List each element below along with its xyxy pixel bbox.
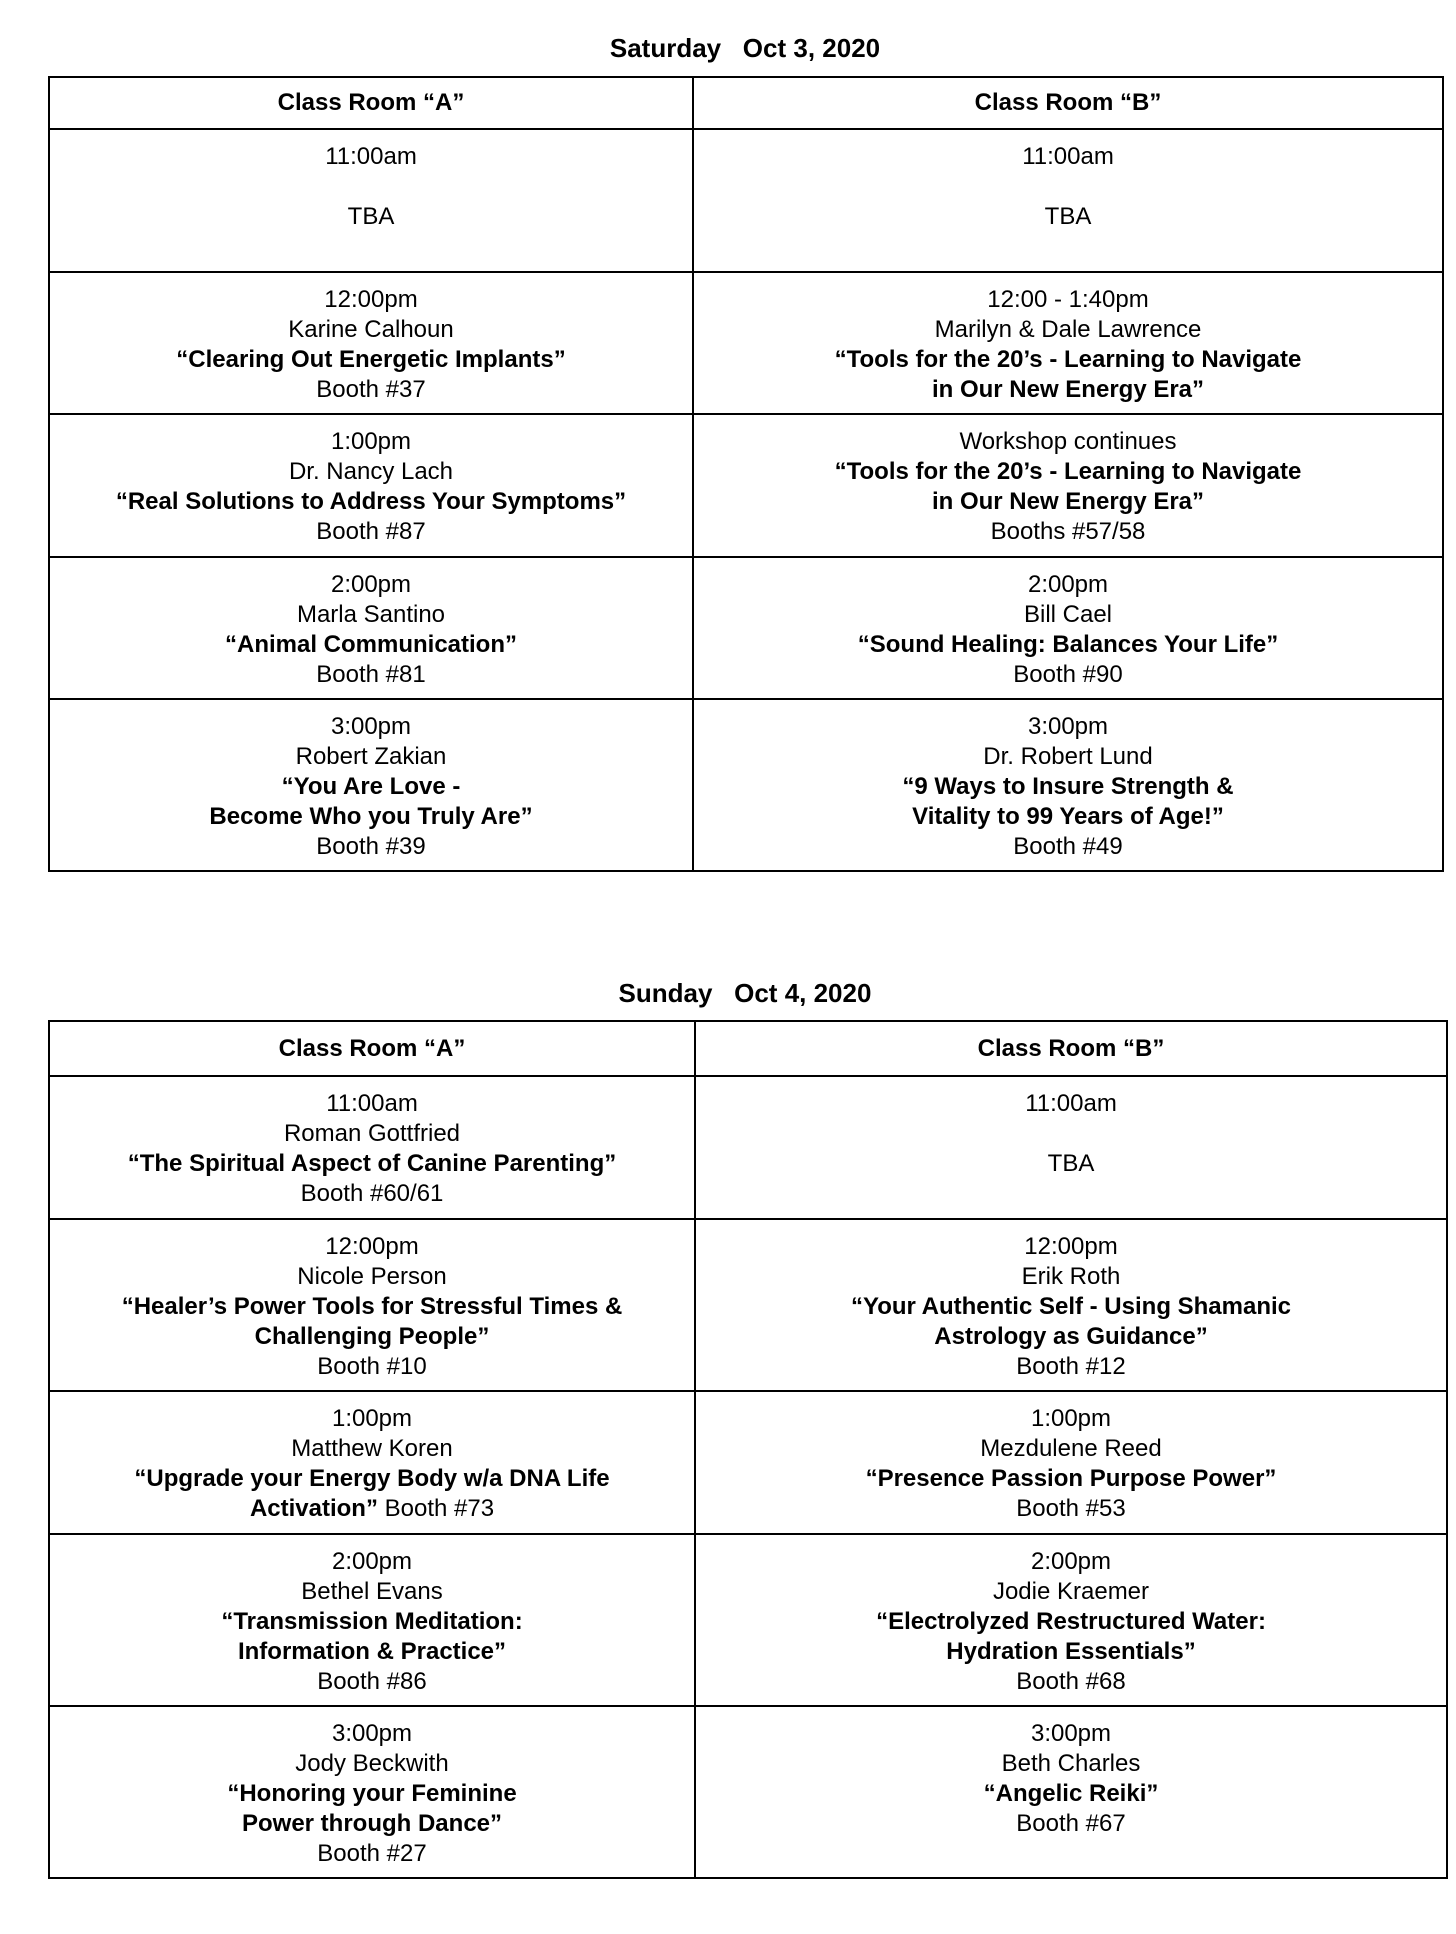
session-title-line-2: Activation” xyxy=(249,1495,378,1522)
session-cell xyxy=(49,557,693,699)
session-title: “Angelic Reiki” xyxy=(983,1780,1159,1807)
session-title: “9 Ways to Insure Strength & xyxy=(902,773,1234,800)
session-booth: Booths #57/58 xyxy=(990,518,1146,545)
session-time: 1:00pm xyxy=(330,428,412,455)
session-cell xyxy=(693,272,1443,414)
session-cell xyxy=(49,1706,695,1878)
header-room-b: Class Room “B” xyxy=(695,1021,1447,1076)
sunday-schedule-table xyxy=(48,1020,1448,1879)
header-room-a: Class Room “A” xyxy=(49,77,693,129)
session-title-line-2: Astrology as Guidance” xyxy=(934,1323,1208,1350)
session-time: 1:00pm xyxy=(331,1405,413,1432)
session-cell xyxy=(49,1219,695,1391)
session-cell xyxy=(49,272,693,414)
session-speaker: Robert Zakian xyxy=(295,743,447,770)
spacer xyxy=(696,1119,1446,1149)
table-row xyxy=(49,1391,1447,1534)
session-title-line-2: Hydration Essentials” xyxy=(946,1638,1196,1665)
session-title: “Presence Passion Purpose Power” xyxy=(865,1465,1277,1492)
session-booth: Booth #27 xyxy=(317,1840,427,1867)
session-booth: Booth #68 xyxy=(1016,1668,1126,1695)
table-row xyxy=(49,699,1443,871)
session-title: “Sound Healing: Balances Your Life” xyxy=(857,631,1279,658)
session-title: “Honoring your Feminine xyxy=(227,1780,517,1807)
session-cell xyxy=(695,1534,1447,1706)
session-speaker: Jodie Kraemer xyxy=(992,1578,1150,1605)
session-time: 2:00pm xyxy=(330,571,412,598)
session-booth: Booth #90 xyxy=(1013,661,1123,688)
session-title: “Transmission Meditation: xyxy=(221,1608,523,1635)
session-title: “Tools for the 20’s - Learning to Navigate xyxy=(834,346,1302,373)
session-speaker: Roman Gottfried xyxy=(283,1120,461,1147)
session-tba: TBA xyxy=(1044,203,1092,230)
session-title: “Tools for the 20’s - Learning to Navigate xyxy=(834,458,1302,485)
session-time: 11:00am xyxy=(1025,1090,1117,1117)
session-speaker: Matthew Koren xyxy=(291,1435,453,1462)
spacer xyxy=(50,172,692,202)
session-booth: Booth #67 xyxy=(1016,1810,1126,1837)
session-title: “Upgrade your Energy Body w/a DNA Life xyxy=(134,1465,610,1492)
session-booth: Booth #39 xyxy=(316,833,426,860)
session-booth: Booth #49 xyxy=(1013,833,1123,860)
table-row xyxy=(49,272,1443,414)
session-title: “Electrolyzed Restructured Water: xyxy=(876,1608,1266,1635)
spacer xyxy=(694,172,1442,202)
session-speaker: Marla Santino xyxy=(296,601,446,628)
session-title: “You Are Love - xyxy=(281,773,461,800)
session-time: 2:00pm xyxy=(331,1548,413,1575)
session-title-line-2: Vitality to 99 Years of Age!” xyxy=(912,803,1224,830)
session-title-with-booth xyxy=(50,1494,694,1524)
session-time: 12:00pm xyxy=(324,286,418,313)
session-cell xyxy=(49,1534,695,1706)
session-speaker: Marilyn & Dale Lawrence xyxy=(934,316,1202,343)
session-title: “Real Solutions to Address Your Symptoms” xyxy=(115,488,627,515)
session-time: 3:00pm xyxy=(331,1720,413,1747)
header-row xyxy=(49,77,1443,129)
session-booth: Booth #81 xyxy=(316,661,426,688)
session-time: 12:00pm xyxy=(1024,1233,1118,1260)
table-row xyxy=(49,414,1443,557)
session-time: 12:00pm xyxy=(325,1233,419,1260)
session-title: “The Spiritual Aspect of Canine Parenting” xyxy=(127,1150,617,1177)
session-time: 3:00pm xyxy=(1027,713,1109,740)
session-cell xyxy=(693,414,1443,557)
header-room-b: Class Room “B” xyxy=(693,77,1443,129)
session-time: 11:00am xyxy=(325,143,417,170)
header-row xyxy=(49,1021,1447,1076)
session-time: 2:00pm xyxy=(1027,571,1109,598)
session-speaker: Nicole Person xyxy=(297,1263,447,1290)
session-cell xyxy=(695,1076,1447,1219)
table-row xyxy=(49,1076,1447,1219)
saturday-schedule-table xyxy=(48,76,1444,872)
session-title-line-2: Information & Practice” xyxy=(237,1638,507,1665)
table-row xyxy=(49,129,1443,272)
session-cell xyxy=(49,129,693,272)
session-cell xyxy=(49,414,693,557)
session-time: 3:00pm xyxy=(1030,1720,1112,1747)
session-cell xyxy=(49,1391,695,1534)
table-row xyxy=(49,1534,1447,1706)
session-title-line-2: Power through Dance” xyxy=(241,1810,503,1837)
session-speaker: Bill Cael xyxy=(1023,601,1113,628)
session-speaker: Mezdulene Reed xyxy=(980,1435,1162,1462)
session-title: “Animal Communication” xyxy=(224,631,518,658)
session-speaker: Dr. Nancy Lach xyxy=(288,458,454,485)
saturday-title: Saturday Oct 3, 2020 xyxy=(609,33,881,63)
table-row xyxy=(49,1706,1447,1878)
table-row xyxy=(49,1219,1447,1391)
session-tba: TBA xyxy=(347,203,395,230)
session-speaker: Bethel Evans xyxy=(301,1578,443,1605)
session-time: 12:00 - 1:40pm xyxy=(987,286,1149,313)
session-cell xyxy=(693,557,1443,699)
header-room-a: Class Room “A” xyxy=(49,1021,695,1076)
session-speaker: Dr. Robert Lund xyxy=(983,743,1153,770)
session-title-line-2: in Our New Energy Era” xyxy=(931,376,1205,403)
session-cell xyxy=(693,699,1443,871)
session-cell xyxy=(695,1706,1447,1878)
session-booth: Booth #37 xyxy=(316,376,426,403)
session-title: “Your Authentic Self - Using Shamanic xyxy=(850,1293,1292,1320)
session-booth: Booth #53 xyxy=(1016,1495,1126,1522)
session-time: 3:00pm xyxy=(330,713,412,740)
session-time: 11:00am xyxy=(326,1090,418,1117)
session-booth: Booth #10 xyxy=(317,1353,427,1380)
session-speaker: Jody Beckwith xyxy=(295,1750,449,1777)
session-time: Workshop continues xyxy=(959,428,1177,455)
sunday-title: Sunday Oct 4, 2020 xyxy=(618,978,872,1008)
session-booth: Booth #60/61 xyxy=(300,1180,444,1207)
session-title: “Healer’s Power Tools for Stressful Times & xyxy=(121,1293,623,1320)
session-booth: Booth #87 xyxy=(316,518,426,545)
table-row xyxy=(49,557,1443,699)
session-speaker: Beth Charles xyxy=(1001,1750,1141,1777)
session-booth: Booth #73 xyxy=(384,1495,495,1522)
session-title-line-2: Challenging People” xyxy=(254,1323,490,1350)
session-booth: Booth #12 xyxy=(1016,1353,1126,1380)
session-cell xyxy=(693,129,1443,272)
session-speaker: Erik Roth xyxy=(1021,1263,1121,1290)
session-cell xyxy=(49,699,693,871)
session-booth: Booth #86 xyxy=(317,1668,427,1695)
session-title: “Clearing Out Energetic Implants” xyxy=(176,346,566,373)
session-title-line-2: Become Who you Truly Are” xyxy=(209,803,533,830)
session-time: 11:00am xyxy=(1022,143,1114,170)
session-tba: TBA xyxy=(1047,1150,1095,1177)
session-title-line-2: in Our New Energy Era” xyxy=(931,488,1205,515)
session-cell xyxy=(49,1076,695,1219)
session-time: 1:00pm xyxy=(1030,1405,1112,1432)
session-cell xyxy=(695,1219,1447,1391)
session-time: 2:00pm xyxy=(1030,1548,1112,1575)
session-speaker: Karine Calhoun xyxy=(288,316,454,343)
session-cell xyxy=(695,1391,1447,1534)
